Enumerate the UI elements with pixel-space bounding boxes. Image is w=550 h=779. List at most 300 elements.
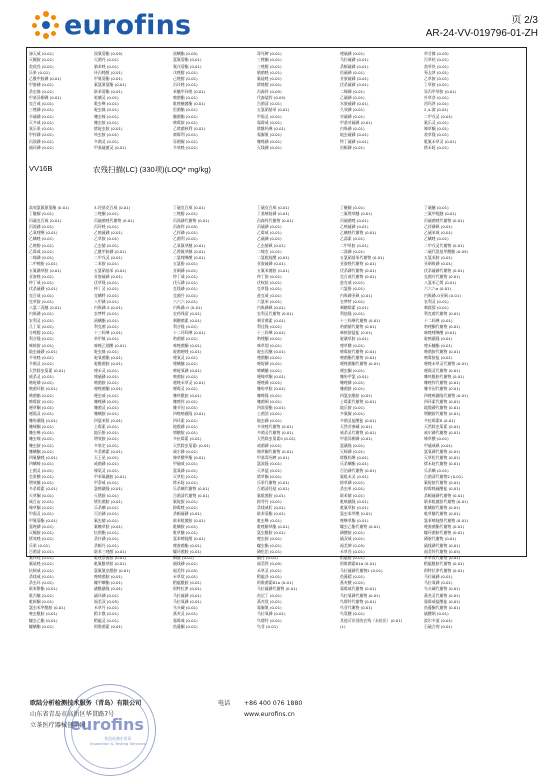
analyte-item: 丁硫克百威 (0.01) — [173, 205, 206, 210]
analyte-item: 霜霉威代谢物 (0.01) — [340, 586, 377, 592]
analyte-item: 噁霉灵 (0.01) — [173, 386, 198, 392]
analyte-item: 农利灵 (0.01) — [29, 317, 54, 323]
analyte-item: 三唑酮 (0.01) — [94, 211, 119, 217]
analyte-item: 仲丁威 (0.01) — [29, 280, 54, 285]
analyte-item: 利佳隆 (0.01) — [257, 323, 282, 329]
analyte-item: 五氯硝基苯代谢物 (0.01) — [340, 255, 385, 260]
analyte-item: 唑虫酰胺 (0.01) — [29, 611, 58, 617]
analyte-item: 螺甲螨酯 (0.01) — [94, 580, 123, 585]
analyte-item: 农梦特 (0.01) — [340, 298, 365, 304]
analyte-item: 辛硫磷 (0.01) — [29, 113, 54, 119]
analyte-item: 乙虫腈砜 (0.01) — [257, 242, 286, 248]
analyte-item: 烯草酮 (0.01) — [257, 473, 282, 479]
analyte-item: 久效磷 (0.01) — [340, 107, 365, 113]
analyte-item: 内吸磷 (0.01) — [340, 126, 365, 131]
analyte-item: 十二吗啉 (0.01) — [424, 317, 453, 323]
analyte-item: 磺酰磺隆 (0.01) — [94, 586, 123, 592]
analyte-item: 农药残留 (0.01) — [173, 311, 202, 317]
analyte-item: 抑草磷 (0.01) — [340, 480, 365, 485]
analyte-item: 三唑醇 (0.01) — [257, 63, 282, 69]
analyte-item: 乙硫磷 (0.01) — [257, 236, 282, 242]
analyte-item: 鸟嘌呤 (0.01) — [257, 617, 282, 623]
analyte-item: 克螨特 (0.01) — [94, 292, 119, 298]
analyte-item: 地乐酚 (0.01) — [94, 430, 119, 435]
analyte-item: 乐果 (0.01) — [29, 542, 50, 548]
analyte-item: 克菌丹代谢物 (0.01) — [424, 273, 461, 279]
analyte-item: 吡螨胺代谢物 (0.01) — [424, 505, 461, 510]
analyte-item: 多效唑代谢物 (0.01) — [257, 423, 294, 429]
analyte-item: 嘧螨醚 (0.01) — [257, 367, 282, 373]
analyte-item: 阿特拉津 (0.01) — [173, 586, 202, 592]
analyte-item: 福美锌 (0.05) — [173, 567, 198, 573]
analyte-item: 二硫代氨基甲酸酯 (0.05) — [424, 248, 469, 254]
analyte-item: 噻唑锌代谢物 (0.01) — [424, 380, 461, 385]
analyte-item: 五氯苯胺 (0.01) — [424, 255, 453, 260]
analyte-item: 噻唑磷 (0.01) — [257, 138, 282, 144]
analyte-item: 氯苯嘧啶醇代谢物 (0.01) — [424, 517, 469, 523]
analyte-item: 五氯酚 (0.01) — [173, 261, 198, 267]
analyte-item: 乙拌磷砜 (0.01) — [424, 223, 453, 229]
analyte-item: 乙虫腈 (0.01) — [94, 242, 119, 248]
analyte-item: 禾草敌 (0.01) — [173, 573, 198, 579]
analyte-column — [424, 51, 507, 151]
analyte-item: 亚胺唑 (0.01) — [29, 273, 54, 279]
analyte-item: 氧乐果 (0.01) — [29, 126, 54, 131]
address-line-1: 山东省青岛市高新区华贯路7号 — [30, 711, 115, 718]
company-name: 欧陆分析检测技术服务（青岛）有限公司 — [30, 700, 142, 707]
analyte-item: 稻瘟净 (0.01) — [257, 573, 282, 579]
analyte-item: 乐杀螨 (0.01) — [94, 505, 119, 510]
analyte-item: 刺糖霉素 (0.01) — [340, 305, 369, 310]
website-link[interactable]: www.eurofins.cn — [244, 711, 295, 718]
analyte-item: 抗倒酯 (0.01) — [94, 530, 119, 535]
analyte-item: 伏蚁腙 (0.01) — [257, 280, 282, 285]
analyte-item: 噁草酮 (0.01) — [29, 405, 54, 410]
analyte-item: 土霉素代谢物 (0.01) — [340, 398, 377, 404]
section-title: 农残扫描(LC) (330项)(LOQ* mg/kg) — [93, 165, 211, 174]
analyte-item: 喹硫磷 (0.01) — [340, 51, 365, 56]
analyte-item: 鱼尼丁 (0.01) — [257, 592, 282, 598]
analyte-item: 喹禾灵 (0.01) — [94, 367, 119, 373]
analyte-item: 联苯肼酯 (0.01) — [29, 586, 58, 592]
analyte-item: 吡虫啉 (0.01) — [94, 101, 119, 106]
analyte-item: 杀线威 (0.01) — [29, 573, 54, 579]
analyte-item: 多杀菌素 (0.01) — [94, 448, 123, 454]
analyte-item: 甲硫威砜 (0.01) — [424, 442, 453, 448]
analyte-item: 霜脲氰 (0.01) — [257, 132, 282, 138]
analyte-item: 噻虫嗪 (0.01) — [29, 436, 54, 442]
analyte-item: 烯酰吗啉 (0.01) — [340, 455, 369, 460]
analyte-item: 百菌清羟基 (0.01) — [257, 486, 290, 492]
analyte-item: 氟噻草胺 (0.01) — [94, 523, 123, 529]
analyte-item: 氯虫酰胺 (0.01) — [257, 530, 286, 535]
analyte-item: 氰戊菊酯 (0.01) — [173, 63, 202, 69]
analyte-item: 伏杀硫磷代谢物 (0.01) — [424, 267, 465, 273]
analyte-item: 甲拌磷 (0.01) — [29, 132, 54, 138]
analyte-item: 天王星 (0.01) — [94, 455, 119, 460]
seal-subtitle — [90, 736, 146, 746]
analyte-item: 吡唑醚菌酯 (0.01) — [173, 101, 206, 106]
analyte-item: 嗪草酮代谢物 (0.01) — [257, 448, 294, 454]
analyte-item: 吡螨胺 (0.01) — [173, 523, 198, 529]
analyte-item: 增效胺 (0.01) — [94, 436, 119, 442]
analyte-item: 嘧菌腙 (0.01) — [173, 373, 198, 379]
analyte-item: 噁唑菌酮代谢物 (0.01) — [340, 361, 381, 367]
analyte-item: 呋虫胺 (0.01) — [94, 132, 119, 138]
analyte-item: 氯唑磷 (0.01) — [29, 523, 54, 529]
analyte-item: 十三吗啉代谢物 (0.01) — [340, 317, 381, 323]
analyte-item: 天然除虫菊素 (0.01) — [29, 367, 66, 373]
analyte-item: 马拉氧磷代谢物 (0.01) — [340, 592, 381, 598]
analyte-item: 唑嘧菌胺 (0.01) — [94, 573, 123, 579]
analyte-item: 五氟磺草胺 (0.01) — [29, 267, 62, 273]
analyte-item: 吡唑解草酯 (0.01) — [257, 523, 290, 529]
analyte-item: 噁霜灵 (0.01) — [29, 411, 54, 417]
analyte-item: 刺苷菌素 (0.01) — [257, 317, 286, 323]
analyte-item: 二嗪农 (0.01) — [257, 248, 282, 254]
analyte-item: 氯氰菊酯 (0.01) — [173, 57, 202, 63]
analyte-item: 鸟苷代谢物 (0.01) — [340, 605, 373, 610]
analyte-item: 利谷隆 (0.01) — [173, 323, 198, 329]
analyte-item: 乙霉威 (0.01) — [29, 248, 54, 254]
analyte-item: 嘧菌胺代谢物 (0.01) — [424, 348, 461, 354]
analyte-item: 六六六α (0.01) — [424, 286, 452, 292]
analyte-item: 天草酮 (0.01) — [29, 492, 54, 498]
analyte-item: 吡虫啉 (0.01) — [257, 517, 282, 523]
analyte-item: 利克菌 (0.01) — [94, 323, 119, 329]
analyte-item: 三氟羧草醚 (0.01) — [340, 211, 373, 217]
analyte-item: 多菌灵代谢物 (0.01) — [257, 430, 294, 435]
analyte-item: 氟硅唑 (0.01) — [257, 76, 282, 81]
analyte-item: 乌头碱 (0.01) — [173, 605, 198, 610]
analyte-item: 四氯苯酞 (0.01) — [94, 417, 123, 423]
analyte-item: 噁虫威 (0.01) — [94, 392, 119, 398]
analyte-item: 农利灵 (0.01) — [424, 298, 449, 304]
results-frame — [26, 47, 527, 629]
analyte-item: 嗪氨灵 (0.01) — [94, 467, 119, 473]
analyte-item: 吡氟草胺 (0.01) — [340, 505, 369, 510]
analyte-item: 喹硫磷 (0.01) — [94, 373, 119, 379]
analyte-item: 马拉硫磷代谢物2 (0.01) — [340, 567, 383, 573]
analyte-column — [340, 205, 424, 630]
analyte-item: 六氯酚 (0.01) — [340, 286, 365, 292]
analyte-item: 利克菌代谢物 (0.01) — [424, 311, 461, 317]
analyte-item: 克线磷 (0.01) — [173, 286, 198, 292]
analyte-item: 乙草胺 (0.01) — [94, 236, 119, 242]
analyte-item: 喹氧灵 (0.01) — [173, 355, 198, 360]
analyte-item: 八氯苯乙烯 (0.01) — [424, 280, 457, 285]
analyte-item: 己唑醇 (0.01) — [173, 76, 198, 81]
analyte-item: 噻吩磺隆 (0.01) — [29, 417, 58, 423]
analyte-item: 草甘膦 (0.05) — [424, 51, 449, 56]
phone-label: 电话 — [218, 700, 231, 707]
analyte-item: 多氟脲 (0.01) — [340, 411, 365, 417]
analyte-item: 乐杀螨酯 (0.01) — [340, 461, 369, 467]
analyte-item: 吡草醚 (0.01) — [173, 530, 198, 535]
analyte-item: 四环素 (0.01) — [173, 417, 198, 423]
analyte-item: 抑霉唑硫酸盐 (0.01) — [424, 486, 461, 492]
analyte-item: 杀虫环 (0.01) — [29, 580, 54, 585]
analyte-item: 嘧霉胺 (0.01) — [173, 119, 198, 125]
analyte-item: 乙酰甲胺磷 (0.01) — [94, 248, 127, 254]
analyte-item: 刺蒺藜 (0.01) — [424, 305, 449, 310]
analyte-item: 联苯菊酯 (0.01) — [257, 511, 286, 517]
analyte-item: 噁霜灵代谢物 (0.01) — [424, 367, 461, 373]
analyte-item: 噻唑隆 (0.01) — [257, 392, 282, 398]
analyte-item: 二氯喹啉酸 (0.01) — [173, 255, 206, 260]
analyte-item: 亚胺硫磷 (0.01) — [340, 76, 369, 81]
analyte-item: 刺糖菌素 (0.01) — [173, 317, 202, 323]
analyte-item: 鸟氨酸 (0.01) — [340, 611, 365, 617]
analyte-item: 威百亩 (0.01) — [29, 498, 54, 504]
analyte-item: 四唑嘧磺隆代谢物 (0.01) — [424, 392, 469, 398]
analyte-item: 嘧霉胺代谢物 (0.01) — [340, 348, 377, 354]
analyte-item: 阿维菌素B1a (0.01) — [257, 580, 294, 585]
analyte-item: 噻菌胺 (0.01) — [340, 386, 365, 392]
brand-name: eurofins — [64, 9, 192, 41]
analyte-item: 烯酰吗啉 (0.01) — [257, 126, 286, 131]
analyte-item: 喹螨醚 (0.01) — [173, 361, 198, 367]
analyte-item: 噻虫胺 (0.01) — [94, 119, 119, 125]
analyte-item: 百菌清 (0.01) — [257, 101, 282, 106]
analyte-item: 烯啶虫胺 (0.01) — [94, 126, 123, 131]
analyte-item: 二嗪磷 (0.01) — [29, 255, 54, 260]
analyte-item: 治螟磷 (0.01) — [340, 144, 365, 150]
analyte-item: 十二环吗啉 (0.01) — [173, 330, 206, 335]
analyte-item: 波尔多液 (0.01) — [424, 617, 453, 623]
analyte-item: 噁唑磷 (0.01) — [257, 380, 282, 385]
analyte-item: 多果定 (0.01) — [94, 442, 119, 448]
analyte-list-top — [27, 51, 526, 151]
analyte-item: 噻螨胺 (0.01) — [94, 411, 119, 417]
analyte-item: 螺虫酯 (0.01) — [257, 542, 282, 548]
analyte-item: 杀螟硫磷代谢物 (0.01) — [424, 492, 465, 498]
analyte-item: 农利灵代谢物 (0.01) — [257, 311, 294, 317]
analyte-item: 乙硫苯威 (0.01) — [424, 230, 453, 235]
analyte-item: 百菌清代谢物 (0.01) — [173, 492, 210, 498]
analyte-item: 螺螨酯 (0.01) — [29, 623, 54, 629]
analyte-item: 四螨嗪 (0.01) — [29, 461, 54, 467]
analyte-item: 咪草烟 (0.01) — [257, 342, 282, 348]
analyte-item: 硫酸铜 (0.01) — [424, 611, 449, 617]
analyte-column — [424, 205, 507, 630]
analyte-item: 特丁硫磷 (0.01) — [340, 138, 369, 144]
analyte-item: 二溴磷 (0.01) — [340, 248, 365, 254]
analyte-item: 氟乐灵 (0.01) — [424, 119, 449, 125]
analyte-column — [94, 51, 173, 151]
analyte-item: 噻唑锌 (0.01) — [173, 398, 198, 404]
phone-number: +86 400 076 1880 — [244, 700, 303, 707]
analyte-item: 分唑醇 (0.01) — [29, 330, 54, 335]
analyte-item: (1) — [340, 623, 346, 629]
analyte-list-main — [27, 205, 526, 630]
analyte-item: 乙硫磷 (0.01) — [340, 94, 365, 100]
analyte-item: 咪唑菌酮 (0.01) — [173, 342, 202, 348]
analyte-item: 乙蒜素 (0.01) — [340, 236, 365, 242]
analyte-item: 天然除虫菊素I (0.01) — [173, 442, 211, 448]
analyte-item: 啶虫丙醚 (0.01) — [257, 348, 286, 354]
analyte-item: 灭多威 (0.01) — [29, 119, 54, 125]
analyte-item: 百治磷 (0.01) — [94, 511, 119, 517]
analyte-item: 噻吩甲氯 (0.01) — [340, 373, 369, 379]
analyte-item: 丙森锌 (0.05) — [173, 223, 198, 229]
analyte-item: 伐灭磷 (0.01) — [173, 280, 198, 285]
analyte-item: 亚砜磷 (0.01) — [173, 267, 198, 273]
analyte-item: 丁醚脲 (0.01) — [29, 211, 54, 217]
analyte-item: 噻嗪酮 (0.01) — [29, 423, 54, 429]
analyte-item: 氟虫腈 (0.01) — [94, 517, 119, 523]
analyte-item: 噁嗪草酮 (0.01) — [257, 373, 286, 379]
analyte-item: 乙氧氟草醚 (0.01) — [173, 242, 206, 248]
analyte-item: 腈菌唑 (0.01) — [257, 69, 282, 75]
analyte-item: 三唑酮 (0.01) — [257, 57, 282, 63]
analyte-item: 禾草丹 (0.01) — [94, 605, 119, 610]
analyte-item: 氯虫苯甲酸 (0.01) — [340, 511, 373, 517]
analyte-item: 磷胺 (0.01) — [173, 555, 194, 560]
analyte-item: 五氟苯菌胺 (0.01) — [257, 267, 290, 273]
analyte-item: 杀螟硫磷 (0.01) — [340, 63, 369, 69]
analyte-item: 丙硫菌唑代谢物 (0.01) — [424, 217, 465, 223]
analyte-column — [29, 51, 94, 151]
analyte-item: 乐杀螨 (0.01) — [424, 467, 449, 473]
analyte-item: 磷酸胺 (0.01) — [340, 530, 365, 535]
analyte-item: 对硫磷 (0.01) — [340, 113, 365, 119]
analyte-item: 阿特拉津代谢物 (0.01) — [424, 567, 465, 573]
analyte-item: 霜脲氰 (0.01) — [257, 605, 282, 610]
analyte-item: 杀螟丹 (0.01) — [94, 542, 119, 548]
analyte-item: 嘧菌酯 (0.01) — [29, 392, 54, 398]
analyte-item: 氟吡菌胺 (0.01) — [257, 492, 286, 498]
analyte-item: 克百威 (0.01) — [29, 101, 54, 106]
analyte-item: 氟吡禾灵 (0.01) — [340, 473, 369, 479]
analyte-item: 土菌消 (0.01) — [257, 411, 282, 417]
analyte-item: 螺虫乙酯代谢物 (0.01) — [340, 523, 381, 529]
analyte-item: 甲基毒死蜱 (0.01) — [257, 455, 290, 460]
analyte-item: 抑芽丹 (0.01) — [257, 498, 282, 504]
analyte-item: 亚胺硫磷 (0.01) — [94, 273, 123, 279]
analyte-item: 三氟甲吡醚 (0.01) — [424, 211, 457, 217]
analyte-item: 克草胺 (0.01) — [29, 298, 54, 304]
analyte-item: 乙羧氟草醚 (0.01) — [173, 248, 206, 254]
analyte-item: 甲胺磷 (0.01) — [29, 82, 54, 88]
analyte-item: 吡丙醚 (0.01) — [29, 592, 54, 598]
analyte-item: 吡蚜酮 (0.01) — [29, 598, 54, 604]
analyte-item: 杀螟硫磷 (0.01) — [173, 511, 202, 517]
section-id: VV16B — [29, 164, 53, 173]
analyte-item: 噻虫胺 (0.01) — [29, 442, 54, 448]
analyte-item: 噁唑禾草灵 (0.01) — [173, 380, 206, 385]
analyte-item: 甲氰菊酯 (0.01) — [29, 517, 58, 523]
analyte-item: 噁虫酮 (0.01) — [340, 367, 365, 373]
analyte-item: 嗪草酮 (0.01) — [424, 126, 449, 131]
analyte-item: 利谷隆 (0.01) — [29, 336, 54, 342]
analyte-item: 鱼藤精 (0.01) — [340, 573, 365, 579]
analyte-item: 稻瘟灵 (0.01) — [94, 617, 119, 623]
analyte-item: 多菌灵 (0.01) — [94, 138, 119, 144]
analyte-item: 伏杀磷代谢物 (0.01) — [340, 267, 377, 273]
analyte-item: 鱼藤酮 (0.01) — [173, 623, 198, 629]
analyte-item: 威菌磷 (0.01) — [257, 442, 282, 448]
analyte-item: 内吸磷-O (0.01) — [173, 305, 203, 310]
analyte-item: 代森锰锌 (0.05) — [257, 94, 286, 100]
analyte-item: 二甲戊灵 (0.01) — [94, 255, 123, 260]
page-number: 页 2/3 — [511, 15, 538, 26]
analyte-item: 马拉硫磷代谢物 (0.01) — [257, 586, 298, 592]
analyte-item: 霜霉威 (0.01) — [173, 617, 198, 623]
analyte-item: 天然苦参碱 (0.01) — [340, 423, 373, 429]
analyte-item: 喹草酸 (0.01) — [340, 342, 365, 348]
analyte-item: 威菌磷 (0.01) — [94, 461, 119, 467]
analyte-item: 灭线磷 (0.01) — [257, 144, 282, 150]
analyte-item: 增糖胺代谢物 (0.01) — [424, 411, 461, 417]
analyte-item: 硫双威 (0.01) — [340, 536, 365, 542]
analyte-item: 硫环磷 (0.01) — [29, 144, 54, 150]
analyte-item: 乙螨唑 (0.01) — [29, 236, 54, 242]
analyte-item: 甲基异柳磷 (0.01) — [29, 94, 62, 100]
analyte-item: 醚菌酯 (0.01) — [173, 113, 198, 119]
contact-block — [218, 698, 302, 720]
analyte-item: 吡草醚代谢物 (0.01) — [424, 511, 461, 517]
analyte-item: 啶嘧磺隆 (0.01) — [424, 336, 453, 342]
analyte-item: 哒螨灵 (0.01) — [94, 94, 119, 100]
analyte-item: 内吸磷亚砜 (0.01) — [340, 292, 373, 298]
analyte-item: 环丙唑醇 (0.01) — [94, 69, 123, 75]
eurofins-logo — [32, 10, 191, 40]
analyte-item: 多效唑 (0.01) — [173, 144, 198, 150]
analyte-item: 地虫磷 (0.01) — [257, 417, 282, 423]
analyte-item: 啶菌噁唑 (0.01) — [173, 348, 202, 354]
analyte-item: 联苯吡菌胺 (0.01) — [173, 517, 206, 523]
analyte-item: 燕麦敌 (0.01) — [257, 598, 282, 604]
analyte-item: 异菌脲 (0.01) — [173, 138, 198, 144]
analyte-item: 内吸磷砜 (0.01) — [257, 305, 286, 310]
analyte-item: 乐果 (0.01) — [29, 69, 50, 75]
analyte-item: 啶氧菌酯 (0.01) — [94, 355, 123, 360]
analyte-item: 仲丁灵 (0.01) — [94, 286, 119, 292]
analyte-item: 嗪草酮 (0.01) — [29, 505, 54, 510]
analyte-item: 二甲草胺 (0.01) — [340, 242, 369, 248]
analyte-item: 地虫硫磷 (0.01) — [340, 132, 369, 138]
analyte-item: 嘧啶磷 (0.01) — [29, 380, 54, 385]
analyte-item: 三唑磷 (0.01) — [29, 107, 54, 113]
analyte-item: 氟氯氰菊酯 (0.01) — [94, 82, 127, 88]
analyte-item: 四溴菊酯 (0.01) — [257, 405, 286, 410]
analyte-item: 仲丁威 (0.01) — [173, 273, 198, 279]
analyte-item: 抑霉唑 (0.01) — [173, 505, 198, 510]
analyte-item: 乙菌利 (0.01) — [173, 236, 198, 242]
analyte-item: 燕麦灵代谢物 (0.01) — [424, 592, 461, 598]
analyte-item: 福美铁 (0.05) — [257, 561, 282, 567]
analyte-item: 硫线磷代谢物 (0.01) — [424, 542, 461, 548]
analyte-item: 甲硫威 (0.01) — [173, 461, 198, 467]
analyte-item: 百草枯 (0.01) — [424, 57, 449, 63]
analyte-item: 马拉硫磷 (0.01) — [173, 592, 202, 598]
analyte-item: 石硫合剂 (0.01) — [424, 623, 453, 629]
analyte-item: 增效醚 (0.01) — [29, 480, 54, 485]
analyte-item: 乙霉威 (0.01) — [257, 230, 282, 235]
analyte-item: 单甲脒 (0.01) — [94, 336, 119, 342]
analyte-item: 嘧霉胺 (0.01) — [29, 398, 54, 404]
analyte-item: 内吸磷-S (0.01) — [94, 305, 123, 310]
analyte-item: 乙嘧硫磷 (0.01) — [340, 223, 369, 229]
analyte-item: 嘧菌酯代谢物 (0.01) — [340, 355, 377, 360]
analyte-item: 莠去津 (0.01) — [424, 69, 449, 75]
analyte-item: 福美双 (0.05) — [94, 598, 119, 604]
analyte-item: 螺虫乙酯 (0.01) — [29, 617, 58, 623]
analyte-item: 腈苯唑 (0.01) — [94, 63, 119, 69]
analyte-item: 甲基硫菌灵 (0.01) — [94, 144, 127, 150]
analyte-item: 其他可识别的农残（未检出）(0.01) — [340, 617, 403, 623]
